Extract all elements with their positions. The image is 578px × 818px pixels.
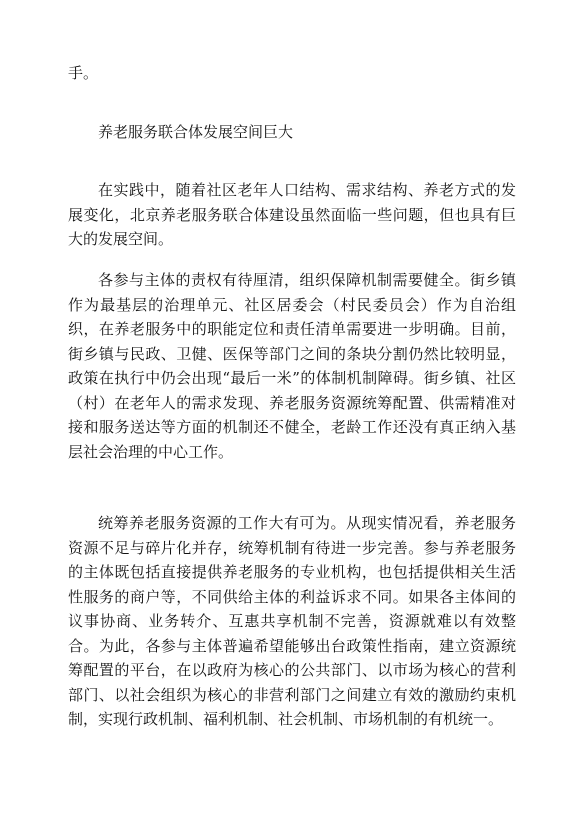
paragraph-1: 在实践中，随着社区老年人口结构、需求结构、养老方式的发展变化，北京养老服务联合体建设虽然面临一些问题，但也具有巨大的发展空间。 bbox=[68, 181, 516, 248]
paragraph-3: 统筹养老服务资源的工作大有可为。从现实情况看，养老服务资源不足与碎片化并存，统筹机制有待进一步完善。参与养老服务的主体既包括直接提供养老服务的专业机构，也包括提供相关生活性服务的商户等，不同供给主体的利益诉求不同。如果各主体间的议事协商、业务转介、互惠共享机制不完善，资源就难以有效整合。为此，各参与主体普遍希望能够出台政策性指南，建立资源统筹配置的平台，在以政府为核心的公共部门、以市场为核心的营利部门、以社会组织为核心的非营利部门之间建立有效的激励约束机制，实现行政机制、福利机制、社会机制、市场机制的有机统一。 bbox=[68, 514, 516, 728]
paragraph-tail: 手。 bbox=[68, 64, 99, 82]
section-heading: 养老服务联合体发展空间巨大 bbox=[98, 123, 294, 141]
paragraph-2: 各参与主体的责权有待厘清，组织保障机制需要健全。街乡镇作为最基层的治理单元、社区居委会（村民委员会）作为自治组织，在养老服务中的职能定位和责任清单需要进一步明确。目前，街乡镇与民政、卫健、医保等部门之间的条块分割仍然比较明显，政策在执行中仍会出现“最后一米”的体制机制障碍。街乡镇、社区（村）在老年人的需求发现、养老服务资源统筹配置、供需精准对接和服务送达等方面的机制还不健全，老龄工作还没有真正纳入基层社会治理的中心工作。 bbox=[68, 271, 516, 461]
